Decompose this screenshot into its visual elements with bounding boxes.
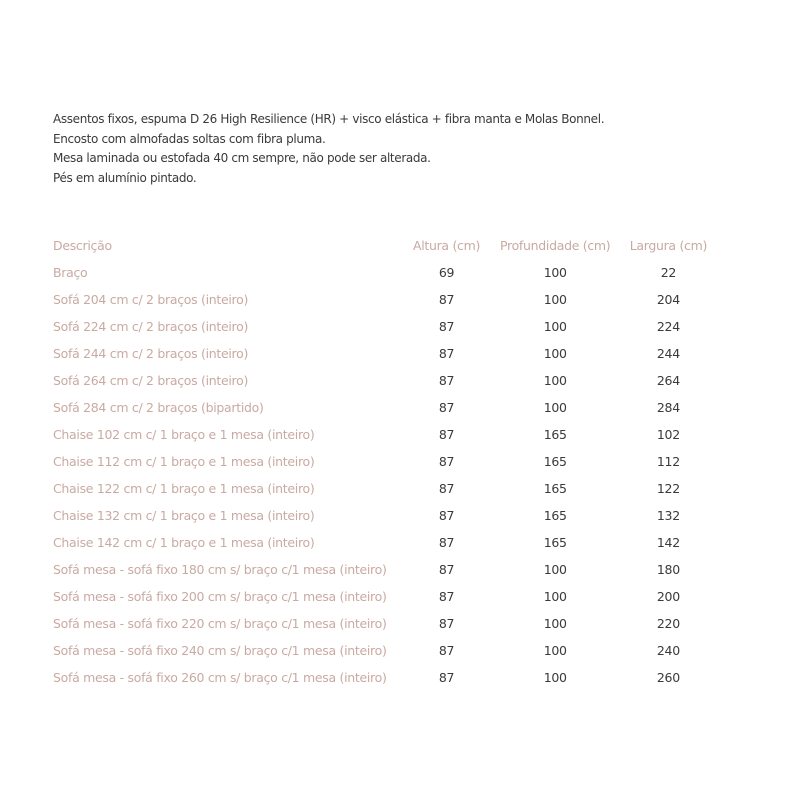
cell-altura: 87 [438,481,455,496]
cell-largura: 112 [656,454,680,469]
cell-descricao: Chaise 112 cm c/ 1 braço e 1 mesa (inteiro) [53,454,315,469]
cell-altura: 87 [438,346,455,361]
cell-descricao: Sofá 204 cm c/ 2 braços (inteiro) [53,292,249,307]
cell-profundidade: 165 [543,427,567,442]
cell-profundidade: 100 [543,670,567,685]
cell-profundidade: 100 [543,319,567,334]
cell-altura: 87 [438,427,455,442]
cell-altura: 87 [438,400,455,415]
cell-descricao: Chaise 142 cm c/ 1 braço e 1 mesa (inteiro) [53,535,315,550]
cell-profundidade: 100 [543,265,567,280]
cell-altura: 87 [438,319,455,334]
cell-altura: 87 [438,589,455,604]
table-row [53,286,726,313]
cell-profundidade: 165 [543,481,567,496]
description-line: Encosto com almofadas soltas com fibra pluma. [53,131,326,146]
cell-largura: 244 [656,346,680,361]
cell-profundidade: 100 [543,400,567,415]
description-line: Mesa laminada ou estofada 40 cm sempre, não pode ser alterada. [53,151,431,165]
cell-altura: 87 [438,535,455,550]
table-row [53,529,726,556]
cell-descricao: Chaise 122 cm c/ 1 braço e 1 mesa (inteiro) [53,481,315,496]
header-descricao: Descrição [53,238,112,253]
table-body [53,259,726,691]
cell-largura: 122 [656,481,680,496]
description-line: Assentos fixos, espuma D 26 High Resilience (HR) + visco elástica + fibra manta e Molas Bonnel. [53,112,605,126]
cell-altura: 87 [438,508,455,523]
cell-descricao: Chaise 132 cm c/ 1 braço e 1 mesa (inteiro) [53,508,315,523]
cell-largura: 102 [656,427,680,442]
table-header-row [53,232,726,259]
cell-altura: 87 [438,373,455,388]
header-altura: Altura (cm) [412,238,481,253]
table-row [53,394,726,421]
cell-descricao: Sofá mesa - sofá fixo 260 cm s/ braço c/1 mesa (inteiro) [53,670,387,685]
cell-largura: 260 [656,670,680,685]
table-row [53,421,726,448]
cell-largura: 200 [656,589,680,604]
cell-profundidade: 100 [543,643,567,658]
cell-descricao: Sofá mesa - sofá fixo 180 cm s/ braço c/1 mesa (inteiro) [53,562,387,577]
cell-descricao: Chaise 102 cm c/ 1 braço e 1 mesa (inteiro) [53,427,315,442]
cell-largura: 132 [656,508,680,523]
header-profundidade: Profundidade (cm) [500,238,611,253]
cell-profundidade: 100 [543,589,567,604]
table-row [53,475,726,502]
cell-descricao: Sofá 224 cm c/ 2 braços (inteiro) [53,319,249,334]
cell-profundidade: 100 [543,616,567,631]
table-row [53,259,726,286]
cell-profundidade: 100 [543,346,567,361]
table-row [53,556,726,583]
table-row [53,313,726,340]
cell-descricao: Sofá mesa - sofá fixo 200 cm s/ braço c/1 mesa (inteiro) [53,589,387,604]
cell-largura: 142 [656,535,680,550]
table-row [53,664,726,691]
cell-profundidade: 100 [543,292,567,307]
description-line: Pés em alumínio pintado. [53,170,197,185]
table-row [53,637,726,664]
cell-profundidade: 100 [543,562,567,577]
cell-profundidade: 165 [543,508,567,523]
cell-descricao: Sofá 244 cm c/ 2 braços (inteiro) [53,346,249,361]
cell-altura: 87 [438,562,455,577]
cell-altura: 87 [438,670,455,685]
cell-altura: 87 [438,616,455,631]
cell-largura: 240 [656,643,680,658]
table-row [53,448,726,475]
cell-descricao: Sofá 284 cm c/ 2 braços (bipartido) [53,400,264,415]
cell-descricao: Sofá mesa - sofá fixo 220 cm s/ braço c/1 mesa (inteiro) [53,616,387,631]
table-row [53,502,726,529]
cell-largura: 220 [656,616,680,631]
cell-altura: 87 [438,292,455,307]
cell-altura: 87 [438,643,455,658]
table-row [53,367,726,394]
cell-largura: 180 [656,562,680,577]
cell-descricao: Sofá 264 cm c/ 2 braços (inteiro) [53,373,249,388]
header-largura: Largura (cm) [629,238,708,253]
cell-largura: 284 [656,400,680,415]
cell-profundidade: 165 [543,535,567,550]
cell-altura: 87 [438,454,455,469]
cell-descricao: Braço [53,265,88,280]
cell-profundidade: 100 [543,373,567,388]
product-description [53,110,753,188]
cell-descricao: Sofá mesa - sofá fixo 240 cm s/ braço c/1 mesa (inteiro) [53,643,387,658]
table-row [53,610,726,637]
table-row [53,340,726,367]
dimensions-table [53,232,726,691]
cell-profundidade: 165 [543,454,567,469]
cell-largura: 224 [656,319,680,334]
cell-altura: 69 [438,265,455,280]
table-row [53,583,726,610]
cell-largura: 22 [660,265,677,280]
cell-largura: 264 [656,373,680,388]
cell-largura: 204 [656,292,680,307]
